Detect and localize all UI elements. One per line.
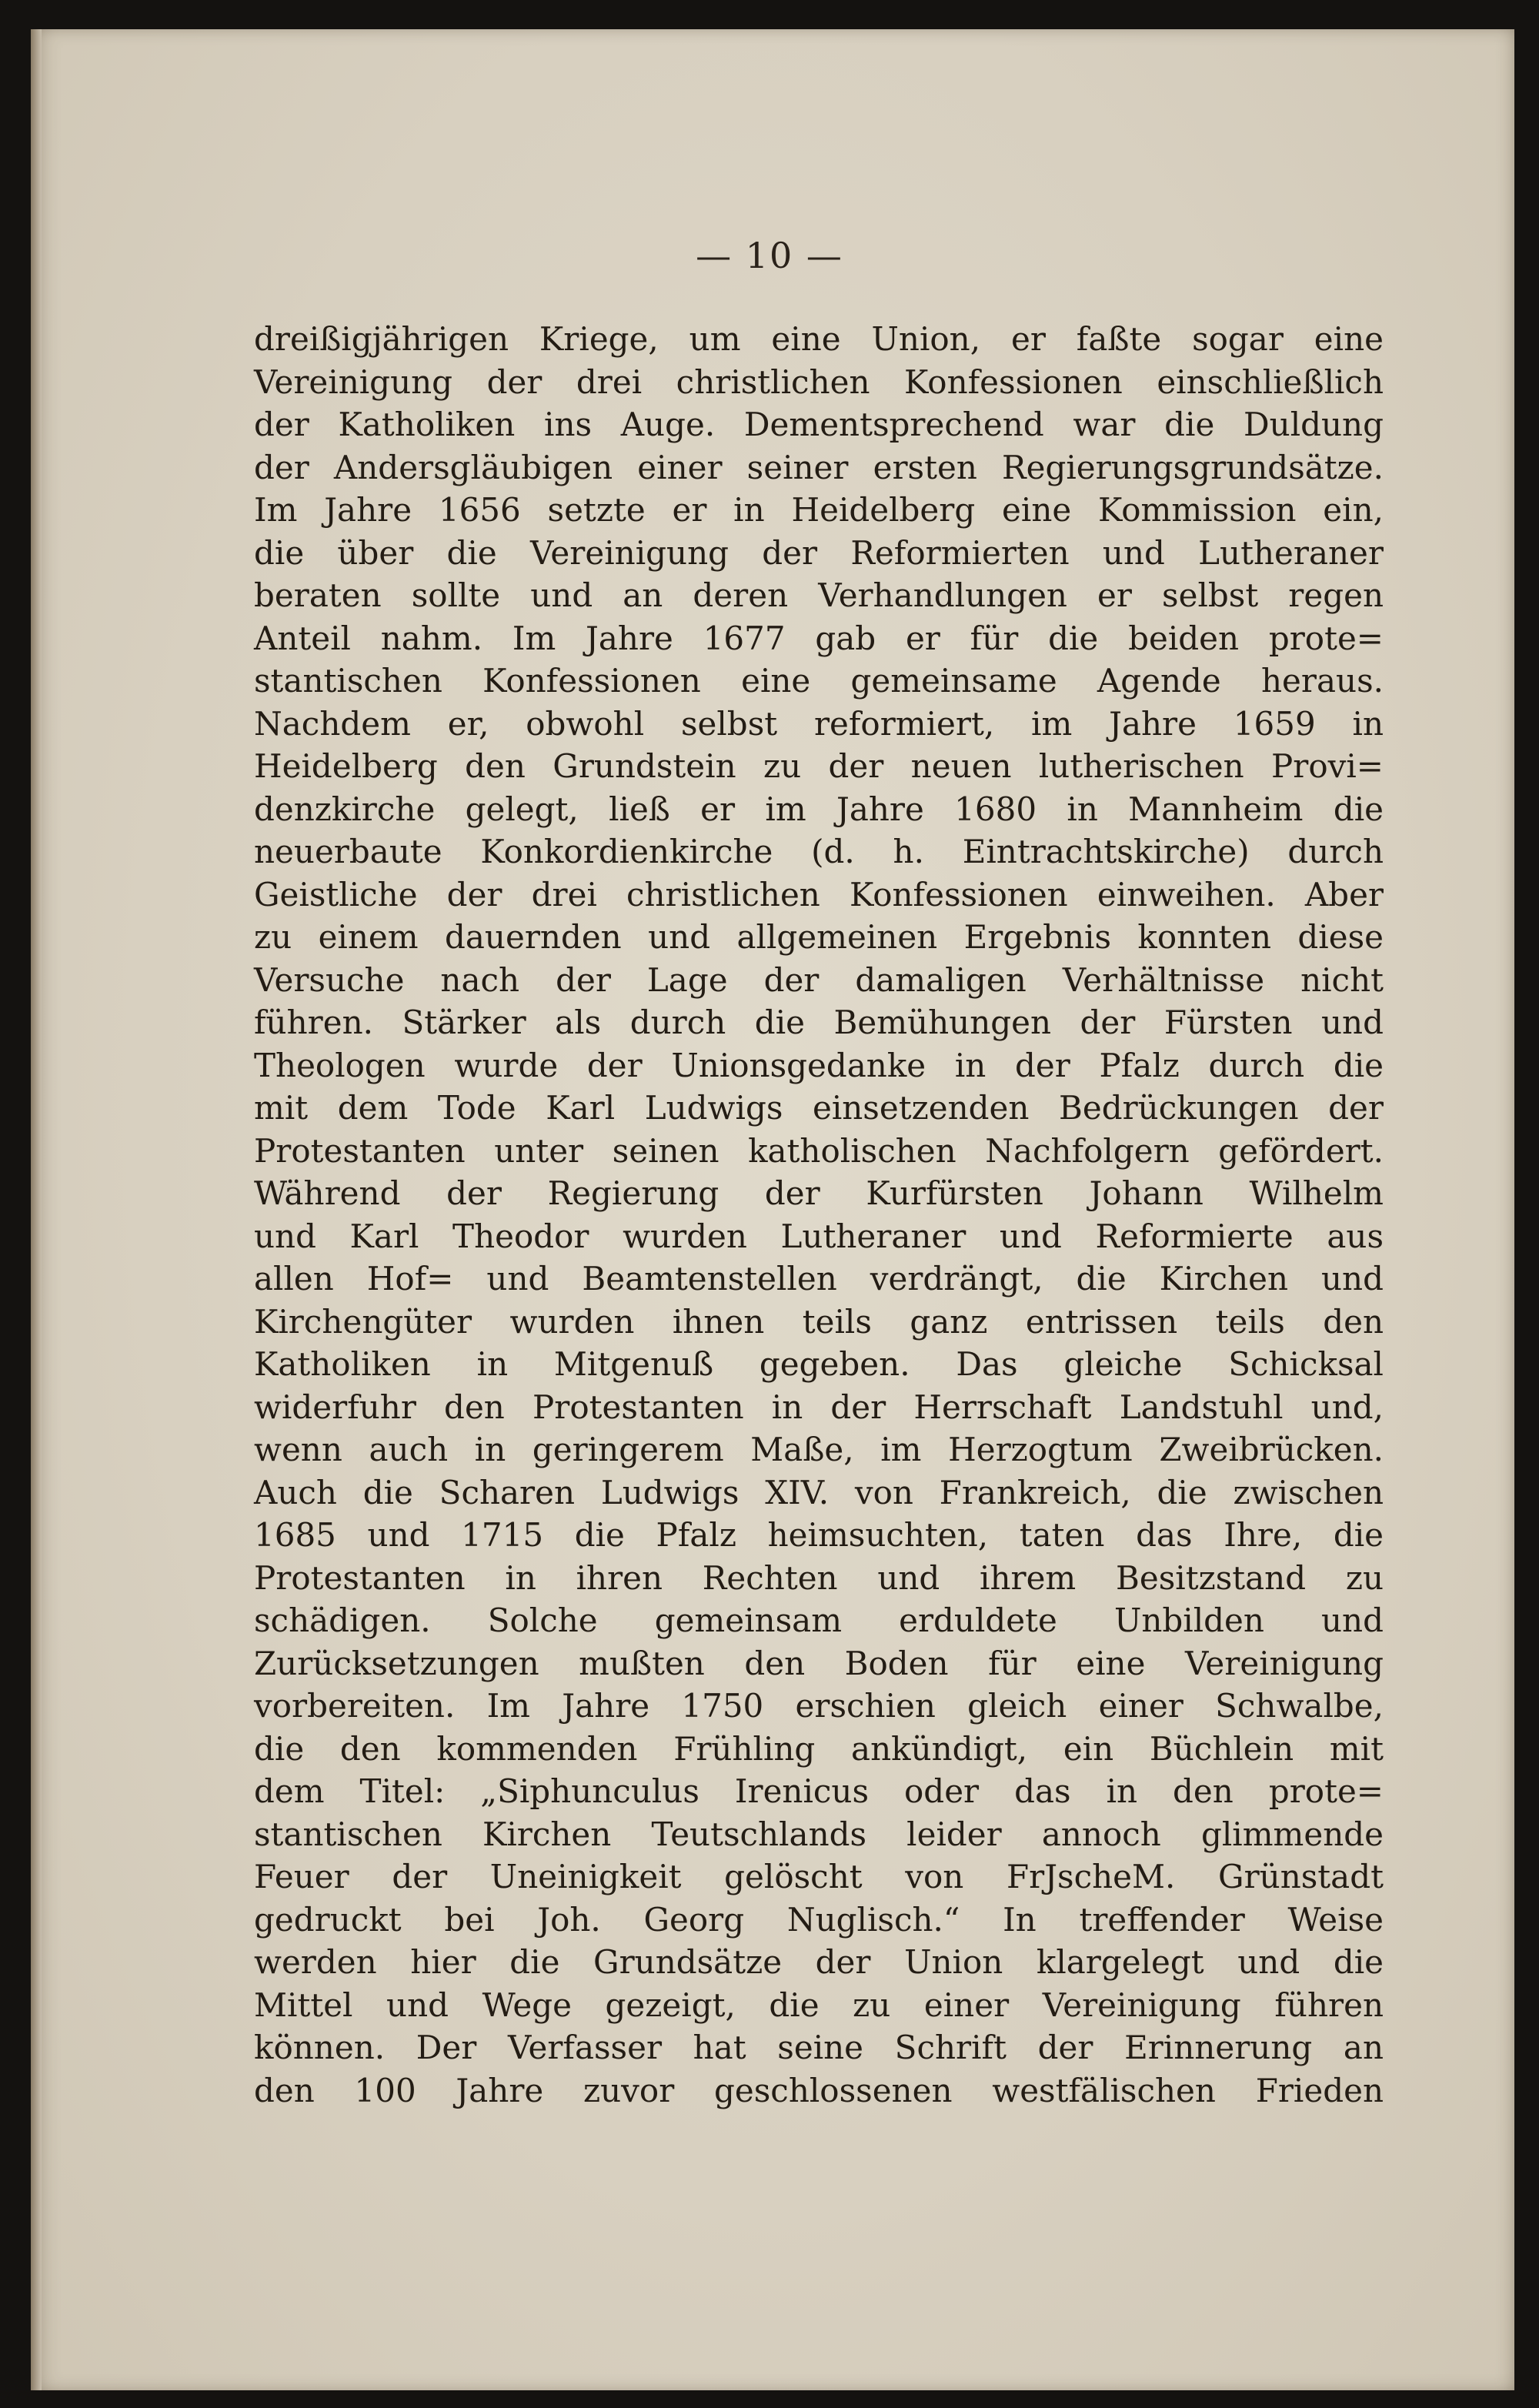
text-line: führen. Stärker als durch die Bemühungen der Fürsten und bbox=[254, 1004, 1384, 1041]
text-line: Versuche nach der Lage der damaligen Verhältnisse nicht bbox=[254, 960, 1384, 999]
text-line: Feuer der Uneinigkeit gelöscht von FrJscheM. Grünstadt bbox=[254, 1858, 1384, 1895]
text-line: stantischen Kirchen Teutschlands leider annoch glimmende bbox=[254, 1815, 1384, 1853]
text-line: Geistliche der drei christlichen Konfessionen einweihen. Aber bbox=[254, 875, 1384, 913]
text-line: die den kommenden Frühling ankündigt, ein Büchlein mit bbox=[254, 1729, 1384, 1768]
text-line: Protestanten in ihren Rechten und ihrem Besitzstand zu bbox=[254, 1558, 1384, 1597]
text-line: Theologen wurde der Unionsgedanke in der Pfalz durch die bbox=[254, 1046, 1384, 1084]
text-line: der Katholiken ins Auge. Dementsprechend war die Duldung bbox=[254, 406, 1384, 443]
text-line: Nachdem er, obwohl selbst reformiert, im Jahre 1659 in bbox=[254, 704, 1384, 743]
text-line: wenn auch in geringerem Maße, im Herzogtum Zweibrücken. bbox=[254, 1431, 1384, 1468]
text-line: Während der Regierung der Kurfürsten Johann Wilhelm bbox=[254, 1174, 1384, 1212]
text-line: dem Titel: „Siphunculus Irenicus oder das in den prote= bbox=[254, 1772, 1384, 1810]
text-line: Vereinigung der drei christlichen Konfessionen einschließlich bbox=[254, 362, 1384, 401]
text-line: allen Hof= und Beamtenstellen verdrängt, die Kirchen und bbox=[254, 1260, 1384, 1298]
body-text bbox=[254, 318, 1384, 2112]
text-line: der Andersgläubigen einer seiner ersten Regierungsgrundsätze. bbox=[254, 448, 1384, 486]
page-number: — 10 — bbox=[696, 235, 843, 276]
text-line: dreißigjährigen Kriege, um eine Union, er faßte sogar eine bbox=[254, 320, 1384, 358]
text-line: Protestanten unter seinen katholischen Nachfolgern gefördert. bbox=[254, 1131, 1384, 1170]
text-line: stantischen Konfessionen eine gemeinsame Agende heraus. bbox=[254, 662, 1384, 700]
text-line: Kirchengüter wurden ihnen teils ganz entrissen teils den bbox=[254, 1302, 1384, 1341]
text-line: gedruckt bei Joh. Georg Nuglisch.“ In treffender Weise bbox=[254, 1900, 1384, 1939]
text-line: widerfuhr den Protestanten in der Herrschaft Landstuhl und, bbox=[254, 1388, 1384, 1426]
text-line: können. Der Verfasser hat seine Schrift der Erinnerung an bbox=[254, 2029, 1384, 2066]
text-line: zu einem dauernden und allgemeinen Ergebnis konnten diese bbox=[254, 918, 1384, 956]
text-line: Zurücksetzungen mußten den Boden für eine Vereinigung bbox=[254, 1644, 1384, 1682]
text-line: Mittel und Wege gezeigt, die zu einer Vereinigung führen bbox=[254, 1986, 1384, 2024]
text-line: beraten sollte und an deren Verhandlungen er selbst regen bbox=[254, 576, 1384, 614]
text-line: und Karl Theodor wurden Lutheraner und Reformierte aus bbox=[254, 1217, 1384, 1255]
text-line: mit dem Tode Karl Ludwigs einsetzenden Bedrückungen der bbox=[254, 1089, 1384, 1127]
text-line: werden hier die Grundsätze der Union klargelegt und die bbox=[254, 1943, 1384, 1981]
text-line: denzkirche gelegt, ließ er im Jahre 1680 in Mannheim die bbox=[254, 790, 1384, 828]
text-line: Heidelberg den Grundstein zu der neuen lutherischen Provi= bbox=[254, 747, 1384, 785]
text-line: schädigen. Solche gemeinsam erduldete Unbilden und bbox=[254, 1601, 1384, 1639]
text-line: Auch die Scharen Ludwigs XIV. von Frankreich, die zwischen bbox=[254, 1473, 1384, 1511]
text-line: die über die Vereinigung der Reformierten und Lutheraner bbox=[254, 533, 1384, 572]
text-line: Im Jahre 1656 setzte er in Heidelberg eine Kommission ein, bbox=[254, 491, 1384, 529]
text-line: den 100 Jahre zuvor geschlossenen westfälischen Frieden bbox=[254, 2071, 1384, 2109]
text-line: neuerbaute Konkordienkirche (d. h. Eintrachtskirche) durch bbox=[254, 833, 1384, 870]
text-line: Anteil nahm. Im Jahre 1677 gab er für die beiden prote= bbox=[254, 619, 1384, 657]
text-line: Katholiken in Mitgenuß gegeben. Das gleiche Schicksal bbox=[254, 1345, 1384, 1383]
binding-edge bbox=[31, 29, 42, 2390]
text-line: vorbereiten. Im Jahre 1750 erschien gleich einer Schwalbe, bbox=[254, 1687, 1384, 1725]
text-line: 1685 und 1715 die Pfalz heimsuchten, taten das Ihre, die bbox=[254, 1516, 1384, 1554]
